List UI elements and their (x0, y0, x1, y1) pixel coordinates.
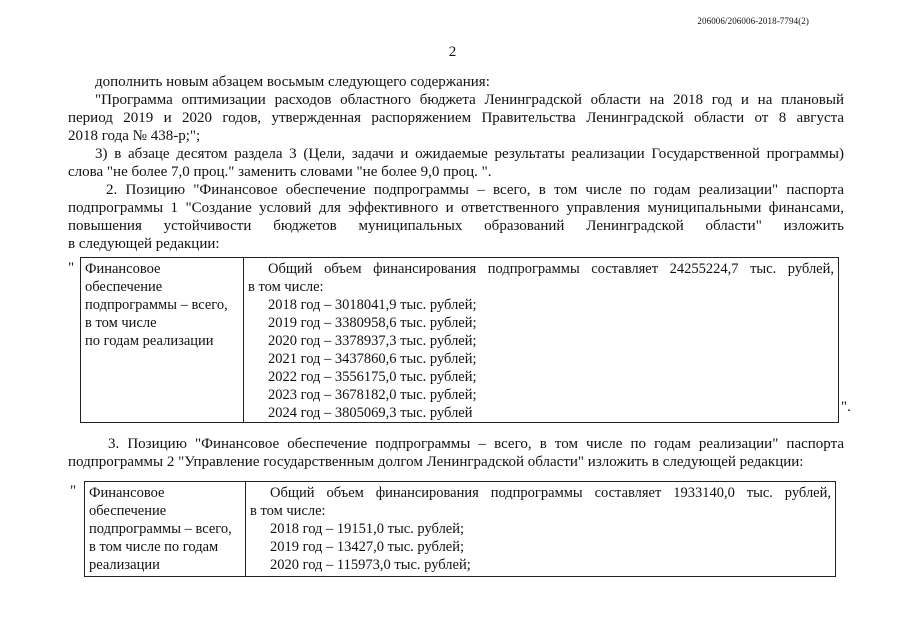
label-line: подпрограммы – всего, (85, 297, 228, 313)
label-line: по годам реализации (85, 333, 214, 349)
text-line: повышения устойчивости бюджетов муниципальных образований Ленинградской области" изложить (68, 218, 844, 234)
year-amount: 2018 год – 19151,0 тыс. рублей; (270, 521, 465, 537)
label-line: в том числе (85, 315, 157, 331)
label-line: подпрограммы – всего, (89, 521, 232, 537)
year-amount: 2020 год – 115973,0 тыс. рублей; (270, 557, 471, 573)
paragraph-item-3-debt (68, 435, 844, 471)
financing-values-cell (246, 482, 836, 577)
year-amount: 2021 год – 3437860,6 тыс. рублей; (268, 351, 477, 367)
text-line: подпрограммы 1 "Создание условий для эффективного и ответственного управления муниципальными финансами, (68, 200, 844, 216)
financing-label-cell (85, 482, 246, 577)
paragraph-program-quote (68, 91, 844, 145)
year-amount: 2020 год – 3378937,3 тыс. рублей; (268, 333, 477, 349)
page-number: 2 (448, 44, 457, 60)
text-line: 2. Позицию "Финансовое обеспечение подпрограммы – всего, в том числе по годам реализации" паспорта (106, 182, 844, 198)
label-line: реализации (89, 557, 160, 573)
text-line: подпрограммы 2 "Управление государственным долгом Ленинградской области" изложить в следующей редакции: (68, 454, 804, 470)
paragraph-item-2 (68, 181, 844, 253)
text-line: слова "не более 7,0 проц." заменить словами "не более 9,0 проц. ". (68, 164, 492, 180)
including-label: в том числе: (248, 279, 324, 295)
year-amount: 2024 год – 3805069,3 тыс. рублей (268, 405, 473, 421)
table2-open-quote: " (70, 483, 77, 499)
total-financing: Общий объем финансирования подпрограммы составляет 24255224,7 тыс. рублей, (268, 261, 834, 277)
year-amount: 2018 год – 3018041,9 тыс. рублей; (268, 297, 477, 313)
financing-values-cell (244, 258, 839, 423)
label-line: Финансовое (89, 485, 165, 501)
text-line: 3. Позицию "Финансовое обеспечение подпрограммы – всего, в том числе по годам реализации" паспорта (108, 436, 844, 452)
text-line: 2018 года № 438-р;"; (68, 128, 201, 144)
paragraph-item-3 (68, 145, 844, 181)
total-financing: Общий объем финансирования подпрограммы составляет 1933140,0 тыс. рублей, (270, 485, 831, 501)
year-amount: 2019 год – 13427,0 тыс. рублей; (270, 539, 465, 555)
year-amount: 2019 год – 3380958,6 тыс. рублей; (268, 315, 477, 331)
paragraph-intro: дополнить новым абзацем восьмым следующего содержания: (95, 74, 490, 90)
table1-close-quote: ". (841, 399, 851, 415)
label-line: обеспечение (89, 503, 167, 519)
financing-label-cell (81, 258, 244, 423)
label-line: обеспечение (85, 279, 163, 295)
text-line: 3) в абзаце десятом раздела 3 (Цели, задачи и ожидаемые результаты реализации Государственной программы) (95, 146, 844, 162)
text-line: в следующей редакции: (68, 236, 220, 252)
document-id: 206006/206006-2018-7794(2) (697, 16, 809, 26)
financing-table-subprogram-2 (84, 481, 836, 577)
text-line: "Программа оптимизации расходов областного бюджета Ленинградской области на 2018 год и на плановый (95, 92, 844, 108)
label-line: Финансовое (85, 261, 161, 277)
label-line: в том числе по годам (89, 539, 219, 555)
year-amount: 2022 год – 3556175,0 тыс. рублей; (268, 369, 477, 385)
including-label: в том числе: (250, 503, 326, 519)
year-amount: 2023 год – 3678182,0 тыс. рублей; (268, 387, 477, 403)
table1-open-quote: " (68, 260, 75, 276)
text-line: период 2019 и 2020 годов, утвержденная распоряжением Правительства Ленинградской области от 8 августа (68, 110, 844, 126)
financing-table-subprogram-1 (80, 257, 839, 423)
